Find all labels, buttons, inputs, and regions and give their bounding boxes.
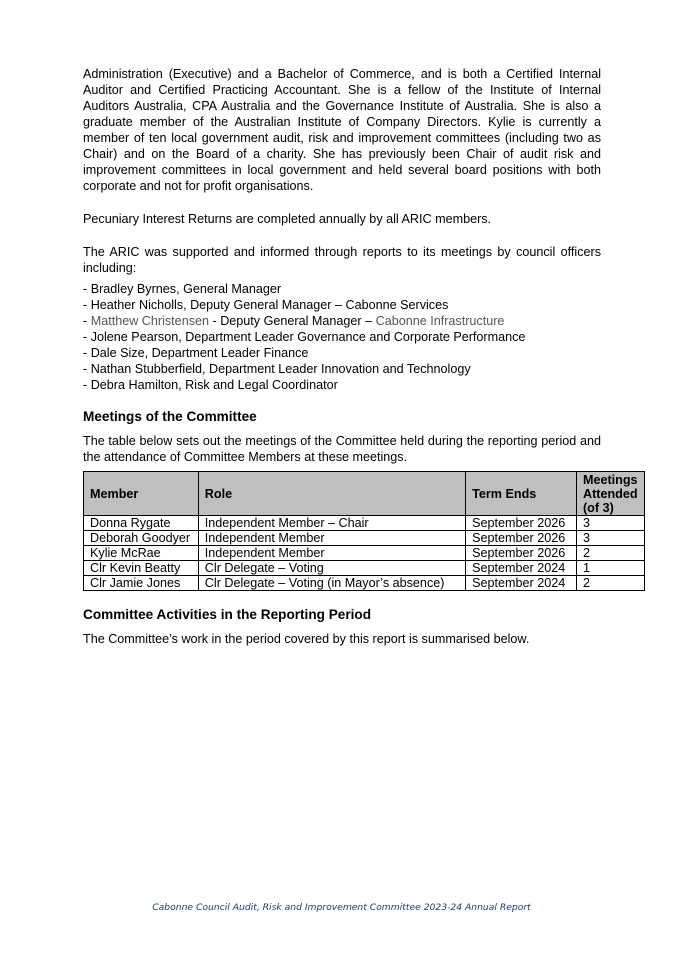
table-row bbox=[84, 516, 645, 531]
officer-item: - Debra Hamilton, Risk and Legal Coordinator bbox=[83, 378, 338, 392]
officer-item: - Jolene Pearson, Department Leader Governance and Corporate Performance bbox=[83, 330, 526, 344]
cell-term-ends: September 2026 bbox=[466, 546, 577, 561]
activities-paragraph: The Committee’s work in the period covered by this report is summarised below. bbox=[83, 632, 530, 646]
officer-item: - Nathan Stubberfield, Department Leader Innovation and Technology bbox=[83, 362, 471, 376]
table-row bbox=[84, 576, 645, 591]
meetings-heading: Meetings of the Committee bbox=[83, 409, 257, 424]
table-row bbox=[84, 561, 645, 576]
officer-list bbox=[83, 281, 601, 393]
officer-directorate: Cabonne Infrastructure bbox=[375, 314, 505, 328]
cell-term-ends: September 2026 bbox=[466, 516, 577, 531]
officer-item: - Dale Size, Department Leader Finance bbox=[83, 346, 309, 360]
cell-attended: 3 bbox=[576, 531, 644, 546]
officer-item: - Bradley Byrnes, General Manager bbox=[83, 282, 282, 296]
cell-term-ends: September 2024 bbox=[466, 576, 577, 591]
officer-role: - Deputy General Manager – bbox=[209, 314, 376, 328]
pecuniary-paragraph: Pecuniary Interest Returns are completed annually by all ARIC members. bbox=[83, 212, 492, 226]
cell-role: Independent Member – Chair bbox=[198, 516, 465, 531]
activities-heading: Committee Activities in the Reporting Period bbox=[83, 607, 372, 622]
header-term-ends: Term Ends bbox=[466, 472, 577, 516]
cell-term-ends: September 2024 bbox=[466, 561, 577, 576]
header-member: Member bbox=[84, 472, 199, 516]
officer-name: Matthew Christensen bbox=[90, 314, 209, 328]
cell-attended: 2 bbox=[576, 546, 644, 561]
table-row bbox=[84, 531, 645, 546]
cell-term-ends: September 2026 bbox=[466, 531, 577, 546]
cell-member: Deborah Goodyer bbox=[84, 531, 199, 546]
meetings-paragraph: The table below sets out the meetings of the Committee held during the reporting period and the attendance of Committee Members at these meetings. bbox=[83, 434, 601, 464]
cell-role: Independent Member bbox=[198, 531, 465, 546]
member-bio-paragraph: Administration (Executive) and a Bachelor of Commerce, and is both a Certified Internal Auditor and Certified Practicing Accountant. She is a fellow of the Institute of Internal Auditors Australia, CPA Australia and the Governance Institute of Australia. She is also a graduate member of the Australian Institute of Company Directors. Kylie is currently a member of ten local government audit, risk and improvement committees (including two as Chair) and on the Board of a charity. She has previously been Chair of audit risk and improvement committees in local government and held several board positions with both corporate and not for profit organisations. bbox=[83, 67, 601, 193]
support-paragraph: The ARIC was supported and informed through reports to its meetings by council officers including: bbox=[83, 245, 601, 275]
cell-member: Kylie McRae bbox=[84, 546, 199, 561]
cell-member: Clr Jamie Jones bbox=[84, 576, 199, 591]
cell-role: Clr Delegate – Voting (in Mayor’s absence) bbox=[198, 576, 465, 591]
table-row bbox=[84, 546, 645, 561]
officer-prefix: - bbox=[83, 314, 91, 328]
cell-role: Clr Delegate – Voting bbox=[198, 561, 465, 576]
table-header-row bbox=[84, 472, 645, 516]
cell-member: Clr Kevin Beatty bbox=[84, 561, 199, 576]
cell-attended: 1 bbox=[576, 561, 644, 576]
officer-item bbox=[83, 313, 601, 329]
cell-member: Donna Rygate bbox=[84, 516, 199, 531]
header-meetings-attended: Meetings Attended (of 3) bbox=[576, 472, 644, 516]
attendance-table bbox=[83, 471, 645, 591]
page-content bbox=[83, 66, 638, 647]
cell-role: Independent Member bbox=[198, 546, 465, 561]
officer-item: - Heather Nicholls, Deputy General Manager – Cabonne Services bbox=[83, 298, 449, 312]
cell-attended: 2 bbox=[576, 576, 644, 591]
cell-attended: 3 bbox=[576, 516, 644, 531]
page-footer: Cabonne Council Audit, Risk and Improvement Committee 2023-24 Annual Report bbox=[152, 902, 531, 913]
header-role: Role bbox=[198, 472, 465, 516]
